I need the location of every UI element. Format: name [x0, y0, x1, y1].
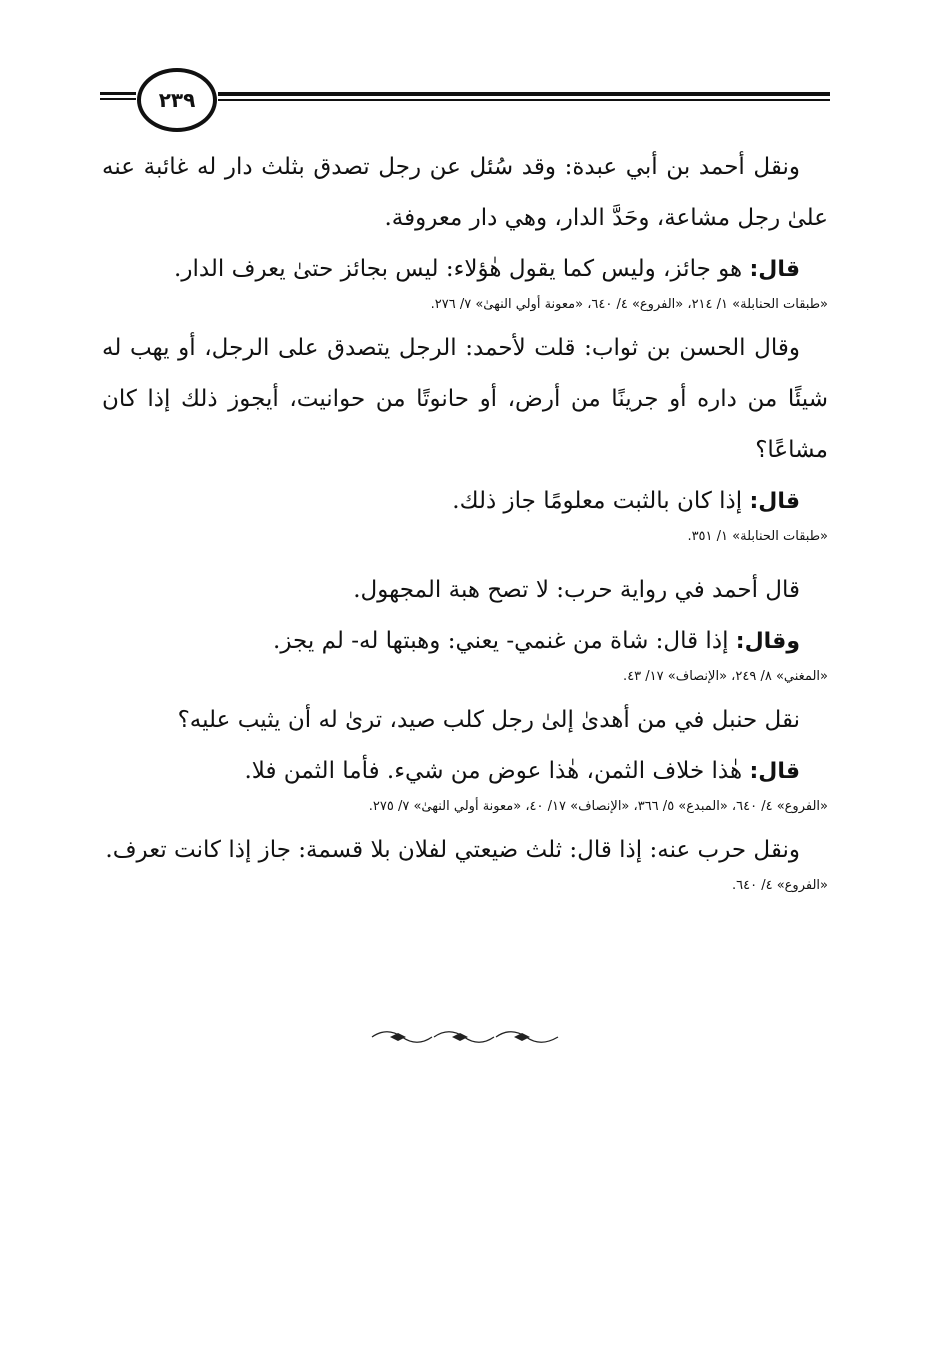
paragraph — [102, 746, 828, 797]
page-body — [102, 142, 828, 904]
paragraph — [102, 476, 828, 527]
speaker-label: قال: — [749, 257, 800, 282]
page-number-badge — [137, 68, 217, 132]
paragraph — [102, 825, 828, 876]
paragraph-text: إذا قال: شاة من غنمي- يعني: وهبتها له- لم يجز. — [273, 628, 736, 654]
paragraph — [102, 244, 828, 295]
paragraph — [102, 616, 828, 667]
header-rule — [218, 92, 830, 96]
source-citation: «الفروع» ٤/ ٦٤٠. — [732, 878, 828, 893]
header-rule — [100, 92, 136, 95]
paragraph-text: هٰذا خلاف الثمن، هٰذا عوض من شيء. فأما الثمن فلا. — [244, 758, 750, 784]
speaker-label: قال: — [749, 759, 800, 784]
paragraph-text: وقال الحسن بن ثواب: قلت لأحمد: الرجل يتصدق على الرجل، أو يهب له شيئًا من داره أو جرينًا من أرض، أو حانوتًا من حوانيت، أيجوز ذلك إذا كان مشاعًا؟ — [102, 335, 828, 463]
paragraph-text: قال أحمد في رواية حرب: لا تصح هبة المجهول. — [353, 577, 800, 603]
source-citation: «الفروع» ٤/ ٦٤٠، «المبدع» ٥/ ٣٦٦، «الإنصاف» ١٧/ ٤٠، «معونة أولي النهىٰ» ٧/ ٢٧٥. — [368, 799, 828, 814]
source-citation: «طبقات الحنابلة» ١/ ٣٥١. — [687, 529, 828, 544]
paragraph — [102, 565, 828, 616]
paragraph — [102, 323, 828, 476]
paragraph — [102, 695, 828, 746]
paragraph-text: ونقل أحمد بن أبي عبدة: وقد سُئل عن رجل تصدق بثلث دار له غائبة عنه علىٰ رجل مشاعة، وحَدَّ الدار، وهي دار معروفة. — [102, 154, 828, 231]
page-number: ٢٣٩ — [158, 88, 196, 112]
speaker-label: قال: — [749, 489, 800, 514]
paragraph-text: إذا كان بالثبت معلومًا جاز ذلك. — [452, 488, 750, 514]
paragraph-text: هو جائز، وليس كما يقول هٰؤلاء: ليس بجائز حتىٰ يعرف الدار. — [174, 256, 750, 282]
section-end-ornament-icon — [370, 1028, 560, 1046]
source-citation: «المغني» ٨/ ٢٤٩، «الإنصاف» ١٧/ ٤٣. — [623, 669, 828, 684]
speaker-label: وقال: — [735, 629, 800, 654]
paragraph-text: ونقل حرب عنه: إذا قال: ثلث ضيعتي لفلان بلا قسمة: جاز إذا كانت تعرف. — [105, 837, 800, 863]
page-header — [100, 68, 830, 128]
header-rule-thin — [218, 99, 830, 101]
source-citation: «طبقات الحنابلة» ١/ ٢١٤، «الفروع» ٤/ ٦٤٠، «معونة أولي النهىٰ» ٧/ ٢٧٦. — [430, 297, 828, 312]
paragraph — [102, 142, 828, 244]
paragraph-text: نقل حنبل في من أهدىٰ إلىٰ رجل كلب صيد، ترىٰ له أن يثيب عليه؟ — [177, 707, 800, 733]
header-rule-thin — [100, 98, 136, 100]
